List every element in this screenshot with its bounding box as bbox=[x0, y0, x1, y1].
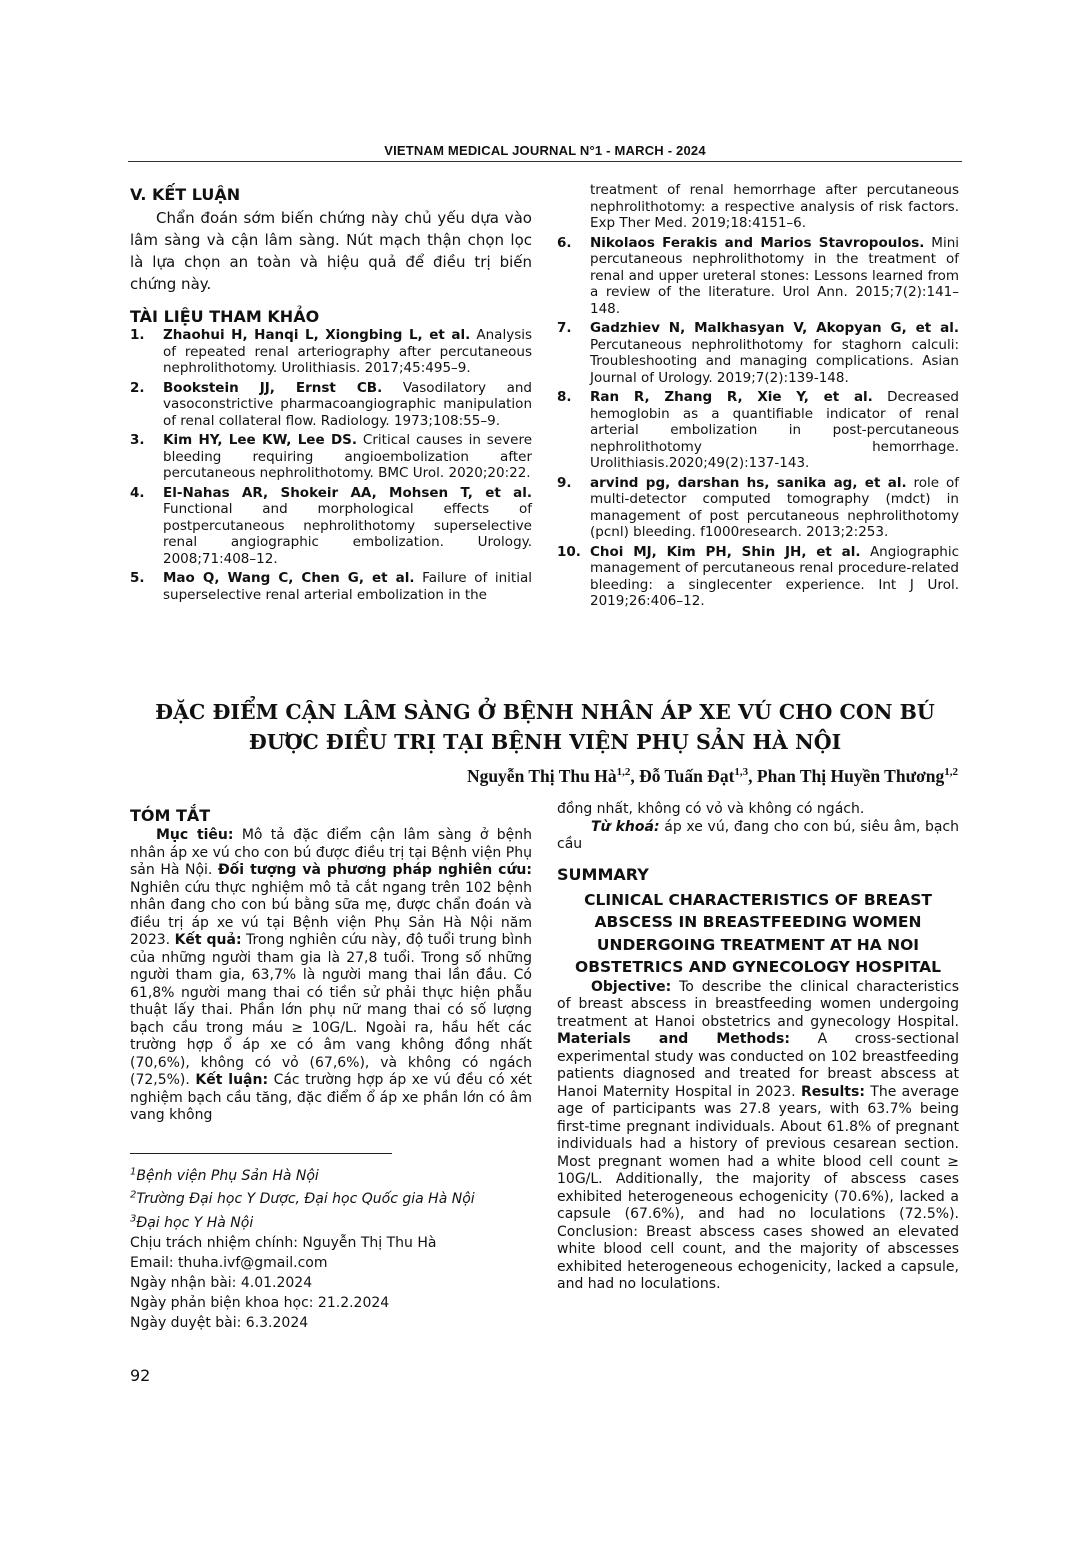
reference-number: 7. bbox=[557, 320, 572, 336]
keywords bbox=[557, 819, 959, 854]
upper-left-column bbox=[130, 185, 532, 606]
author-1: Nguyễn Thị Thu Hà bbox=[466, 766, 617, 786]
reference-text: Mini percutaneous nephrolithotomy in the treatment of renal and upper ureteral stones: Lessons learned from a review of the literature. Urol Ann. 2015;7(2):141–148. bbox=[590, 234, 960, 317]
reference-item bbox=[130, 327, 532, 377]
article-title-line1: ĐẶC ĐIỂM CẬN LÂM SÀNG Ở BỆNH NHÂN ÁP XE VÚ CHO CON BÚ bbox=[155, 700, 935, 724]
methods-label: Đối tượng và phương pháp nghiên cứu: bbox=[217, 862, 532, 878]
corresponding-author: Chịu trách nhiệm chính: Nguyễn Thị Thu Hà bbox=[130, 1234, 437, 1251]
summary-methods-text: A cross-sectional experimental study was conducted on 102 breastfeeding patients diagnosed and treated for breast abscess at Hanoi Maternity Hospital in 2023. bbox=[557, 1031, 959, 1100]
reference-text: Functional and morphological effects of postpercutaneous nephrolithotomy superselective renal angiographic embolization. Urology. 2008;71:408–12. bbox=[163, 501, 532, 567]
summary-heading: SUMMARY bbox=[557, 864, 649, 884]
reference-authors: El-Nahas AR, Shokeir AA, Mohsen T, et al. bbox=[163, 484, 532, 501]
summary-body bbox=[557, 979, 959, 1294]
reference-number: 5. bbox=[130, 570, 145, 586]
article-title bbox=[130, 697, 960, 757]
reference-text: Vasodilatory and vasoconstrictive pharmacoangiographic manipulation of renal collateral flow. Radiology. 1973;108:55–9. bbox=[163, 379, 532, 429]
summary-results-label: Results: bbox=[800, 1083, 865, 1100]
reference-item bbox=[130, 485, 532, 568]
reference-text: Failure of initial superselective renal arterial embolization in the bbox=[163, 570, 532, 603]
reference-item bbox=[130, 432, 532, 482]
reference-text: Percutaneous nephrolithotomy for staghorn calculi: Troubleshooting and managing complications. Asian Journal of Urology. 2019;7(2):139-148. bbox=[590, 336, 959, 386]
reference-item bbox=[557, 475, 959, 541]
email: Email: thuha.ivf@gmail.com bbox=[130, 1254, 328, 1271]
references-list-right bbox=[557, 235, 959, 610]
reference-authors: Kim HY, Lee KW, Lee DS. bbox=[163, 432, 357, 448]
references-list-left bbox=[130, 327, 532, 603]
objective-label: Mục tiêu: bbox=[156, 827, 234, 843]
accepted-date: Ngày duyệt bài: 6.3.2024 bbox=[130, 1314, 309, 1331]
summary-title: CLINICAL CHARACTERISTICS OF BREAST ABSCESS IN BREASTFEEDING WOMEN UNDERGOING TREATMENT AT HA NOI OBSTETRICS AND GYNECOLOGY HOSPITAL bbox=[575, 890, 941, 976]
upper-right-column bbox=[557, 182, 959, 613]
author-2: Đỗ Tuấn Đạt bbox=[639, 766, 735, 786]
author-3: Phan Thị Huyền Thương bbox=[756, 766, 945, 786]
article-authors bbox=[467, 766, 958, 787]
reference-text: Angiographic management of percutaneous renal procedure-related bleeding: a singlecenter experience. Int J Urol. 2019;26:406–12. bbox=[590, 543, 959, 609]
reference-number: 3. bbox=[130, 432, 145, 448]
affiliation-1-text: Bệnh viện Phụ Sản Hà Nội bbox=[136, 1167, 319, 1184]
author-1-affil: 1,2 bbox=[616, 766, 631, 779]
reference-number: 4. bbox=[130, 484, 145, 501]
conclusion-heading: V. KẾT LUẬN bbox=[130, 185, 241, 204]
affiliation-2-text: Trường Đại học Y Dược, Đại học Quốc gia Hà Nội bbox=[136, 1191, 475, 1208]
summary-objective-label: Objective: bbox=[591, 978, 672, 995]
author-2-affil: 1,3 bbox=[734, 766, 749, 779]
keywords-label: Từ khoá: bbox=[591, 818, 660, 835]
results-text: Trong nghiên cứu này, độ tuổi trung bình của những người tham gia là 27,8 tuổi. Trong số những người tham gia, 63,7% là người mang thai lần đầu. Có 61,8% người mang thai có tiền sử phải thực hiện phẫu thuật lấy thai. Phần lớn phụ nữ mang thai có số lượng bạch cầu trong máu ≥ 10G/L. Ngoài ra, hầu hết các trường hợp ổ áp xe có âm vang không đồng nhất (70,6%), không có vỏ (67,6%), và không có ngách (72,5%). bbox=[130, 932, 532, 1088]
author-separator: , bbox=[630, 766, 640, 786]
footnote-rule bbox=[130, 1153, 392, 1154]
affiliation-3-text: Đại học Y Hà Nội bbox=[136, 1214, 254, 1231]
abstract-vi-body bbox=[130, 827, 532, 1125]
received-date: Ngày nhận bài: 4.01.2024 bbox=[130, 1274, 313, 1291]
reference-item bbox=[557, 320, 959, 386]
reference-number: 8. bbox=[557, 389, 572, 405]
page-number: 92 bbox=[130, 1366, 151, 1385]
results-label: Kết quả: bbox=[174, 932, 242, 948]
affiliation-1: $^1$Bệnh viện Phụ Sản Hà Nội bbox=[130, 1166, 319, 1184]
header-rule bbox=[128, 161, 962, 162]
reference-authors: Mao Q, Wang C, Chen G, et al. bbox=[163, 570, 415, 586]
abstract-vi-continued: đồng nhất, không có vỏ và không có ngách. bbox=[557, 801, 865, 817]
author-3-affil: 1,2 bbox=[944, 766, 958, 779]
reviewed-date: Ngày phản biện khoa học: 21.2.2024 bbox=[130, 1294, 390, 1311]
abstract-vi-heading: TÓM TẮT bbox=[130, 806, 211, 825]
journal-header: VIETNAM MEDICAL JOURNAL N°1 - MARCH - 2024 bbox=[384, 143, 706, 158]
reference-authors: Gadzhiev N, Malkhasyan V, Akopyan G, et al. bbox=[590, 320, 959, 336]
reference-text: Analysis of repeated renal arteriography after percutaneous nephrolithotomy. Urolithiasis. 2017;45:495–9. bbox=[163, 327, 533, 376]
author-separator: , bbox=[748, 766, 757, 786]
objective-text: Mô tả đặc điểm cận lâm sàng ở bệnh nhân áp xe vú cho con bú được điều trị tại Bệnh viện Phụ sản Hà Nội. bbox=[130, 827, 533, 878]
reference-text: role of multi-detector computed tomography (mdct) in management of post percutaneous nephrolithotomy (pcnl) bleeding. f1000research. 2013;2:253. bbox=[590, 474, 960, 540]
reference-number: 9. bbox=[557, 474, 572, 491]
conclusion-text-vi: Các trường hợp áp xe vú đều có xét nghiệm bạch cầu tăng, đặc điểm ổ áp xe phần lớn có âm vang không bbox=[130, 1072, 532, 1123]
reference-authors: arvind pg, darshan hs, sanika ag, et al. bbox=[590, 474, 907, 491]
reference-authors: Bookstein JJ, Ernst CB. bbox=[163, 379, 383, 396]
reference-text: Decreased hemoglobin as a quantifiable indicator of renal arterial embolization in post-percutaneous nephrolithotomy hemorrhage. Urolithiasis.2020;49(2):137-143. bbox=[590, 389, 959, 471]
summary-results-text: The average age of participants was 27.8 years, with 63.7% being first-time pregnant individuals. About 61.8% of pregnant individuals had a history of previous cesarean section. Most pregnant women had a white blood cell count ≥ 10G/L. Additionally, the majority of abscess cases exhibited heterogeneous echogenicity (70.6%), lacked a capsule (67.6%), and had no loculations (72.5%). Conclusion: Breast abscess cases showed an elevated white blood cell count, and the majority of abscesses exhibited heterogeneous echogenicity, lacked a capsule, and had no loculations. bbox=[557, 1083, 959, 1292]
reference-number: 2. bbox=[130, 379, 145, 396]
reference-authors: Zhaohui H, Hanqi L, Xiongbing L, et al. bbox=[163, 327, 471, 343]
reference-item bbox=[557, 389, 959, 472]
reference-authors: Choi MJ, Kim PH, Shin JH, et al. bbox=[590, 543, 861, 560]
reference-authors: Ran R, Zhang R, Xie Y, et al. bbox=[590, 389, 873, 405]
conclusion-text: Chẩn đoán sớm biến chứng này chủ yếu dựa vào lâm sàng và cận lâm sàng. Nút mạch thận chọn lọc là lựa chọn an toàn và hiệu quả để điều trị biến chứng này. bbox=[130, 209, 532, 293]
reference-item bbox=[557, 235, 959, 318]
abstract-vi-column bbox=[130, 806, 532, 1125]
references-heading: TÀI LIỆU THAM KHẢO bbox=[130, 307, 320, 326]
reference-number: 1. bbox=[130, 327, 145, 343]
summary-methods-label: Materials and Methods: bbox=[557, 1031, 790, 1047]
conclusion-label: Kết luận: bbox=[195, 1072, 269, 1088]
reference-text: Critical causes in severe bleeding requiring angioembolization after percutaneous nephrolithotomy. BMC Urol. 2020;20:22. bbox=[163, 432, 533, 481]
reference-authors: Nikolaos Ferakis and Marios Stavropoulos. bbox=[590, 234, 925, 251]
summary-objective-text: To describe the clinical characteristics of breast abscess in breastfeeding women undergoing treatment at Hanoi obstetrics and gynecology Hospital. bbox=[557, 978, 959, 1030]
reference-item bbox=[557, 544, 959, 610]
keywords-text: áp xe vú, đang cho con bú, siêu âm, bạch cầu bbox=[557, 818, 959, 852]
footnotes bbox=[130, 1162, 475, 1333]
affiliation-3: $^3$Đại học Y Hà Nội bbox=[130, 1213, 254, 1231]
methods-text: Nghiên cứu thực nghiệm mô tả cắt ngang trên 102 bệnh nhân đang cho con bú bằng sữa mẹ, được chẩn đoán và điều trị áp xe vú tại Bệnh viện Phụ Sản Hà Nội năm 2023. bbox=[130, 879, 532, 948]
ref5-continued: treatment of renal hemorrhage after percutaneous nephrolithotomy: a respective analysis of risk factors. Exp Ther Med. 2019;18:4151–6. bbox=[590, 182, 959, 231]
reference-item bbox=[130, 380, 532, 430]
summary-column bbox=[557, 801, 959, 1294]
reference-number: 6. bbox=[557, 234, 572, 251]
reference-number: 10. bbox=[557, 543, 581, 560]
affiliation-2: $^2$Trường Đại học Y Dược, Đại học Quốc gia Hà Nội bbox=[130, 1189, 475, 1208]
reference-item bbox=[130, 570, 532, 603]
article-title-line2: ĐƯỢC ĐIỀU TRỊ TẠI BỆNH VIỆN PHỤ SẢN HÀ NỘI bbox=[248, 730, 842, 754]
